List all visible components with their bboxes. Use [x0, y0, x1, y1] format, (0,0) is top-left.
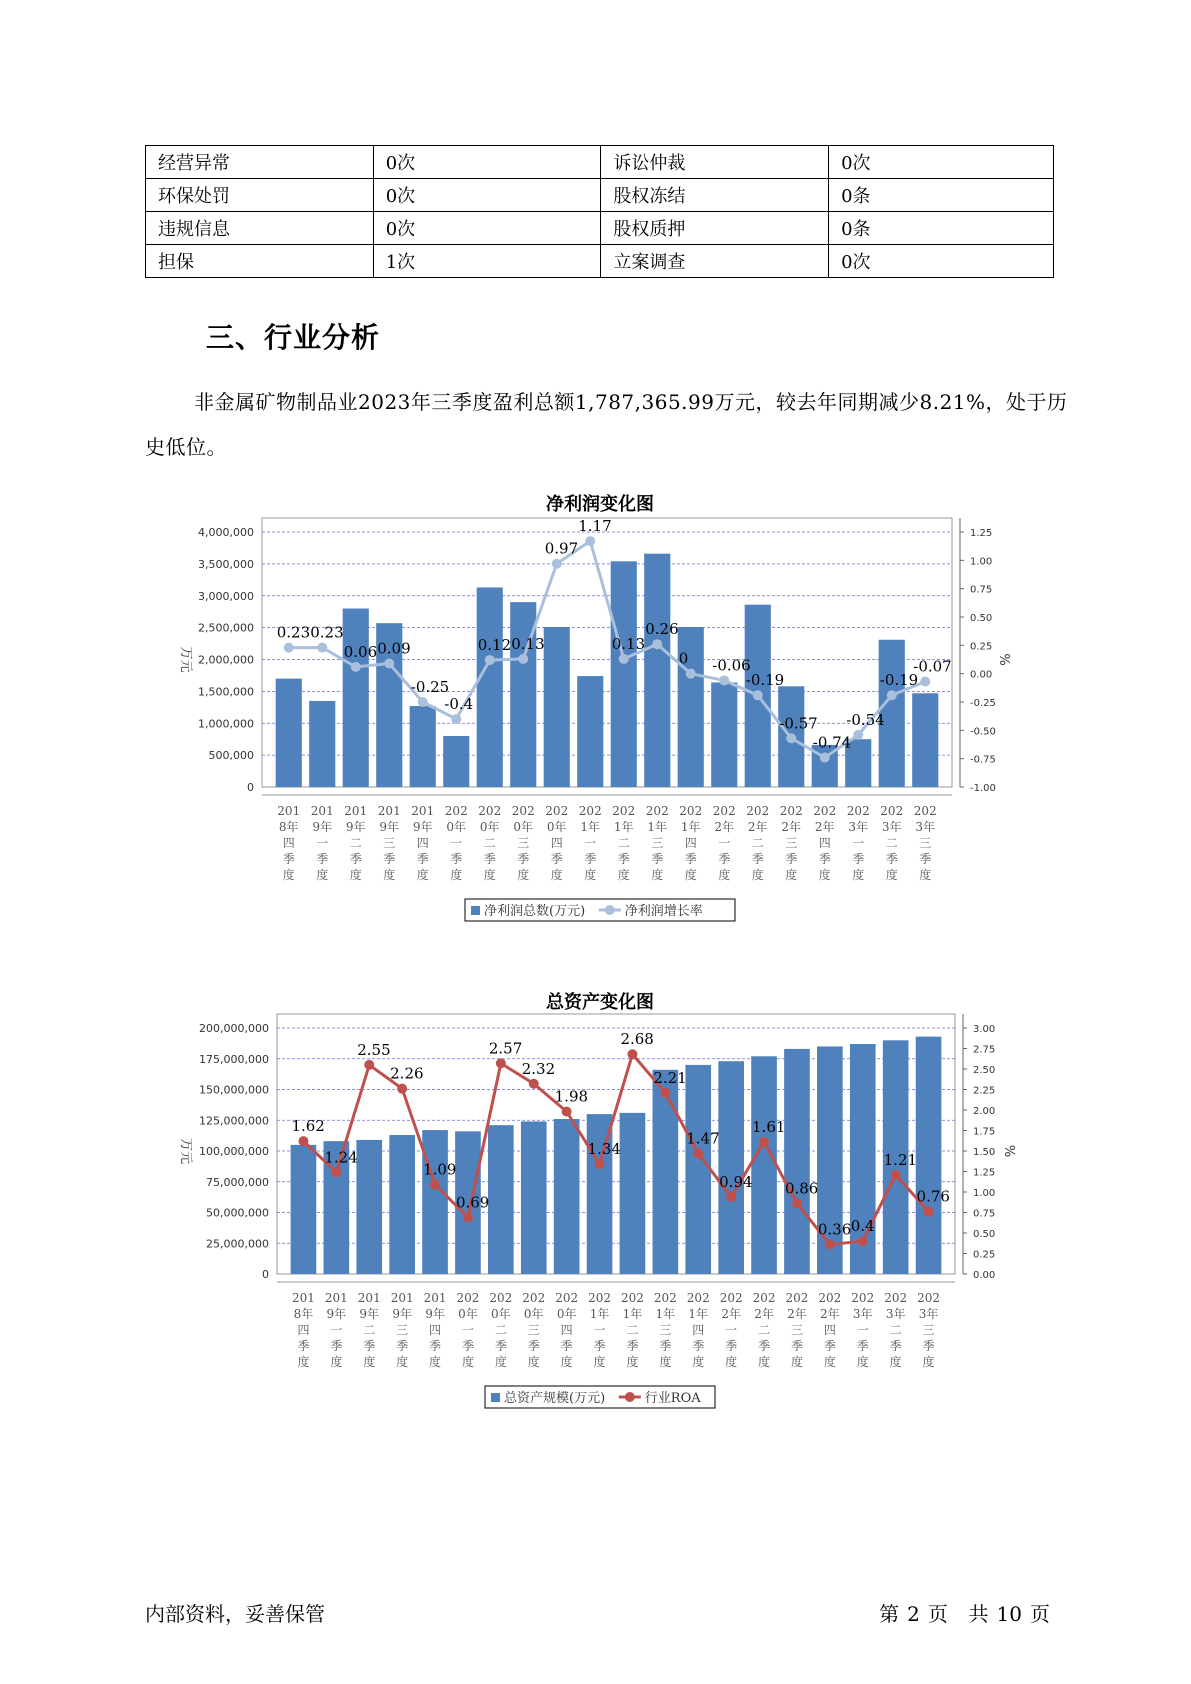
- net-profit-chart: [150, 490, 1050, 940]
- left-axis-label: 万元: [178, 1137, 193, 1165]
- line-point: [529, 1079, 539, 1089]
- x-tick-label: 202 3年一季度: [846, 804, 870, 882]
- risk-label-cell: 经营异常: [146, 146, 374, 179]
- point-label: 0.06: [343, 642, 378, 661]
- line-point: [595, 1159, 605, 1169]
- x-tick-label: 202 1年三季度: [645, 804, 669, 882]
- line-point: [792, 1198, 802, 1208]
- x-tick-label: 202 1年四季度: [686, 1291, 710, 1369]
- x-tick-label: 202 2年三季度: [779, 804, 803, 882]
- risk-label-cell: 立案调查: [601, 245, 829, 278]
- bar: [521, 1121, 547, 1274]
- table-row: [146, 245, 1054, 278]
- line-point: [397, 1084, 407, 1094]
- line-point: [485, 655, 495, 665]
- left-tick-label: 0: [247, 781, 254, 794]
- chart-title: 总资产变化图: [546, 992, 654, 1013]
- x-tick-label: 202 2年四季度: [813, 804, 837, 882]
- risk-value-cell: 0次: [373, 146, 601, 179]
- point-label: 0.23: [276, 623, 311, 642]
- bar: [784, 1049, 810, 1274]
- chart-svg: [150, 490, 1050, 940]
- point-label: 0: [678, 649, 689, 668]
- line-point: [585, 536, 595, 546]
- line-point: [562, 1107, 572, 1117]
- bar: [443, 736, 469, 787]
- point-label: -0.25: [410, 678, 450, 696]
- right-tick-label: 2.25: [973, 1085, 996, 1097]
- line-point: [351, 662, 361, 672]
- right-tick-label: 0.75: [970, 584, 993, 596]
- x-tick-label: 202 2年二季度: [752, 1291, 776, 1369]
- point-label: -0.4: [444, 695, 474, 713]
- point-label: -0.19: [879, 671, 919, 690]
- x-tick-label: 202 2年一季度: [712, 804, 736, 882]
- point-label: 2.21: [653, 1068, 687, 1087]
- right-tick-label: 2.75: [973, 1044, 996, 1056]
- line-point: [924, 1207, 934, 1217]
- right-tick-label: -0.75: [970, 754, 996, 766]
- point-label: 0.94: [719, 1172, 753, 1191]
- bar: [356, 1140, 382, 1274]
- risk-value-cell: 0条: [829, 179, 1054, 212]
- line-point: [891, 1170, 901, 1180]
- bar: [620, 1113, 646, 1274]
- point-label: 0.23: [310, 623, 344, 642]
- point-label: 0.12: [477, 636, 512, 655]
- risk-value-cell: 0次: [373, 179, 601, 212]
- right-axis-label: %: [996, 653, 1011, 666]
- left-tick-label: 50,000,000: [206, 1206, 269, 1220]
- bar: [685, 1065, 711, 1274]
- risk-value-cell: 0次: [829, 146, 1054, 179]
- line-point: [619, 654, 629, 664]
- bar: [544, 627, 570, 787]
- x-tick-label: 201 8年四季度: [291, 1291, 315, 1369]
- line-point: [726, 1192, 736, 1202]
- line-point: [858, 1236, 868, 1246]
- left-tick-label: 175,000,000: [199, 1052, 269, 1066]
- x-tick-label: 201 9年一季度: [310, 804, 334, 882]
- line-point: [786, 733, 796, 743]
- legend-bar-swatch: [491, 1393, 500, 1402]
- bar: [718, 1061, 744, 1274]
- line-point: [693, 1148, 703, 1158]
- bar: [577, 676, 603, 787]
- risk-label-cell: 诉讼仲裁: [601, 146, 829, 179]
- left-tick-label: 2,000,000: [198, 653, 254, 667]
- bar: [309, 701, 335, 787]
- line-point: [451, 714, 461, 724]
- table-row: [146, 146, 1054, 179]
- left-tick-label: 500,000: [208, 749, 254, 763]
- right-tick-label: 2.00: [973, 1106, 996, 1117]
- x-tick-label: 202 2年二季度: [746, 804, 770, 882]
- legend-line-marker: [625, 1392, 635, 1402]
- bar: [653, 1070, 679, 1274]
- line-point: [853, 730, 863, 740]
- point-label: -0.19: [745, 671, 785, 690]
- bar: [644, 554, 670, 787]
- x-tick-label: 202 0年四季度: [545, 804, 569, 882]
- left-tick-label: 1,500,000: [198, 685, 254, 699]
- left-tick-label: 200,000,000: [199, 1022, 269, 1035]
- risk-value-cell: 1次: [373, 245, 601, 278]
- line-point: [552, 559, 562, 569]
- table-row: [146, 212, 1054, 245]
- x-tick-label: 202 1年二季度: [612, 804, 636, 882]
- line-point: [887, 690, 897, 700]
- line-point: [496, 1058, 506, 1068]
- right-tick-label: -0.50: [970, 726, 996, 738]
- legend-bar-label: 总资产规模(万元): [504, 1391, 606, 1406]
- line-point: [719, 675, 729, 685]
- right-tick-label: 0.25: [973, 1249, 996, 1261]
- x-tick-label: 202 3年三季度: [913, 804, 937, 882]
- x-tick-label: 202 2年一季度: [719, 1291, 743, 1369]
- point-label: -0.57: [779, 714, 818, 733]
- line-point: [430, 1180, 440, 1190]
- line-point: [652, 639, 662, 649]
- x-tick-label: 202 1年四季度: [679, 804, 703, 882]
- left-tick-label: 3,000,000: [198, 589, 254, 603]
- risk-label-cell: 股权冻结: [601, 179, 829, 212]
- point-label: 1.24: [324, 1148, 358, 1167]
- right-tick-label: -0.25: [970, 698, 996, 709]
- line-point: [418, 697, 428, 707]
- point-label: 1.61: [752, 1117, 786, 1136]
- right-tick-label: 0.50: [973, 1229, 996, 1240]
- x-tick-label: 202 0年三季度: [511, 804, 535, 882]
- bar: [477, 587, 503, 787]
- legend-line-label: 净利润增长率: [624, 904, 703, 919]
- table-row: [146, 179, 1054, 212]
- point-label: 0.76: [916, 1187, 950, 1206]
- x-tick-label: 202 0年一季度: [456, 1291, 480, 1369]
- right-tick-label: 0.00: [970, 669, 993, 681]
- point-label: 2.68: [620, 1030, 654, 1049]
- risk-value-cell: 0次: [373, 212, 601, 245]
- x-tick-label: 202 3年二季度: [884, 1291, 908, 1369]
- line-point: [686, 669, 696, 679]
- point-label: 0.86: [784, 1179, 819, 1198]
- point-label: 2.55: [357, 1040, 391, 1059]
- page-number: 第 2 页 共 10 页: [879, 1602, 1050, 1626]
- right-tick-label: 1.00: [970, 556, 993, 568]
- right-tick-label: 2.50: [973, 1065, 996, 1076]
- point-label: -0.07: [913, 657, 952, 676]
- right-tick-label: 0.50: [970, 613, 993, 624]
- point-label: 2.26: [390, 1064, 424, 1083]
- line-point: [627, 1049, 637, 1059]
- right-tick-label: 1.25: [970, 528, 993, 539]
- left-tick-label: 25,000,000: [206, 1237, 269, 1251]
- right-tick-label: 0.75: [973, 1208, 996, 1220]
- x-tick-label: 202 2年四季度: [818, 1291, 842, 1369]
- point-label: 2.32: [521, 1059, 556, 1078]
- bar: [343, 609, 369, 788]
- chart-svg: [150, 988, 1050, 1438]
- point-label: 1.17: [578, 517, 612, 536]
- line-point: [759, 1137, 769, 1147]
- x-tick-label: 201 9年二季度: [357, 1291, 381, 1369]
- point-label: 1.21: [883, 1150, 918, 1169]
- legend-line-marker: [605, 905, 615, 915]
- point-label: 1.47: [686, 1129, 720, 1148]
- right-tick-label: -1.00: [970, 783, 996, 794]
- x-tick-label: 202 2年三季度: [785, 1291, 809, 1369]
- left-tick-label: 150,000,000: [199, 1083, 269, 1097]
- x-tick-label: 201 8年四季度: [277, 804, 301, 882]
- point-label: 2.57: [488, 1039, 523, 1058]
- total-assets-chart: [150, 988, 1050, 1438]
- x-tick-label: 202 0年二季度: [478, 804, 502, 882]
- left-tick-label: 100,000,000: [199, 1145, 269, 1158]
- left-tick-label: 0: [262, 1268, 269, 1281]
- bar: [276, 679, 302, 787]
- x-tick-label: 202 3年一季度: [851, 1291, 875, 1369]
- line-point: [384, 658, 394, 668]
- bar: [422, 1130, 448, 1274]
- right-tick-label: 1.50: [973, 1147, 996, 1158]
- x-tick-label: 201 9年四季度: [423, 1291, 447, 1369]
- point-label: 0.69: [455, 1193, 490, 1212]
- chart-title: 净利润变化图: [546, 494, 654, 515]
- point-label: -0.06: [712, 656, 751, 675]
- x-tick-label: 202 1年一季度: [578, 804, 602, 882]
- risk-info-table: [145, 145, 1054, 278]
- right-tick-label: 1.25: [973, 1167, 996, 1179]
- line-point: [820, 753, 830, 763]
- x-tick-label: 202 3年三季度: [917, 1291, 941, 1369]
- left-tick-label: 4,000,000: [198, 526, 254, 539]
- bar: [611, 561, 637, 787]
- line-point: [920, 677, 930, 687]
- bar: [711, 682, 737, 787]
- line-point: [463, 1212, 473, 1222]
- right-tick-label: 1.75: [973, 1126, 996, 1138]
- right-tick-label: 0.25: [970, 641, 993, 653]
- x-tick-label: 202 1年三季度: [653, 1291, 677, 1369]
- x-tick-label: 202 0年一季度: [444, 804, 468, 882]
- line-point: [298, 1136, 308, 1146]
- point-label: -0.74: [812, 733, 852, 752]
- line-point: [284, 643, 294, 653]
- legend-line-label: 行业ROA: [644, 1391, 701, 1406]
- x-tick-label: 201 9年二季度: [344, 804, 368, 882]
- line-point: [753, 690, 763, 700]
- bar: [410, 706, 436, 787]
- risk-label-cell: 环保处罚: [146, 179, 374, 212]
- bar: [488, 1125, 514, 1274]
- risk-label-cell: 违规信息: [146, 212, 374, 245]
- x-tick-label: 202 1年二季度: [620, 1291, 644, 1369]
- bar: [554, 1119, 580, 1274]
- x-tick-label: 201 9年四季度: [411, 804, 435, 882]
- bar: [751, 1056, 777, 1274]
- left-tick-label: 125,000,000: [199, 1114, 269, 1128]
- point-label: 0.36: [817, 1220, 852, 1239]
- point-label: 1.62: [291, 1117, 325, 1136]
- line-point: [364, 1060, 374, 1070]
- line-point: [331, 1167, 341, 1177]
- left-tick-label: 1,000,000: [198, 717, 254, 731]
- line-point: [825, 1239, 835, 1249]
- point-label: 1.09: [423, 1160, 457, 1179]
- left-axis-label: 万元: [178, 646, 193, 673]
- risk-label-cell: 担保: [146, 245, 374, 278]
- x-tick-label: 202 0年四季度: [555, 1291, 579, 1369]
- x-tick-label: 201 9年一季度: [324, 1291, 348, 1369]
- x-tick-label: 202 0年二季度: [489, 1291, 513, 1369]
- point-label: 1.98: [554, 1087, 589, 1106]
- point-label: 0.4: [850, 1217, 875, 1236]
- bar: [916, 1037, 942, 1274]
- legend-bar-label: 净利润总数(万元): [484, 904, 586, 919]
- point-label: 1.34: [587, 1140, 621, 1159]
- left-tick-label: 3,500,000: [198, 557, 254, 571]
- point-label: 0.13: [511, 634, 545, 653]
- line-point: [317, 643, 327, 653]
- industry-paragraph: 非金属矿物制品业2023年三季度盈利总额1,787,365.99万元，较去年同期减少8.21%，处于历史低位。: [145, 390, 1068, 459]
- x-tick-label: 201 9年三季度: [377, 804, 401, 882]
- bar: [291, 1145, 317, 1274]
- point-label: -0.54: [846, 710, 885, 729]
- bar: [389, 1135, 415, 1274]
- right-tick-label: 0.00: [973, 1270, 996, 1281]
- x-tick-label: 202 1年一季度: [588, 1291, 612, 1369]
- right-tick-label: 3.00: [973, 1024, 996, 1035]
- x-tick-label: 202 0年三季度: [522, 1291, 546, 1369]
- point-label: 0.26: [645, 620, 679, 639]
- risk-value-cell: 0次: [829, 245, 1054, 278]
- left-tick-label: 75,000,000: [206, 1175, 269, 1189]
- right-tick-label: 1.00: [973, 1188, 996, 1199]
- right-axis-label: %: [1001, 1144, 1016, 1158]
- section-title: 三、行业分析: [206, 321, 381, 354]
- line-point: [518, 654, 528, 664]
- point-label: 0.09: [377, 639, 411, 658]
- risk-label-cell: 股权质押: [601, 212, 829, 245]
- x-tick-label: 201 9年三季度: [390, 1291, 414, 1369]
- line-point: [660, 1088, 670, 1098]
- legend-bar-swatch: [471, 906, 480, 915]
- bar: [912, 693, 938, 787]
- point-label: 0.13: [611, 634, 646, 653]
- footer-note: 内部资料，妥善保管: [145, 1602, 325, 1626]
- left-tick-label: 2,500,000: [198, 621, 254, 635]
- point-label: 0.97: [544, 539, 579, 558]
- x-tick-label: 202 3年二季度: [880, 804, 904, 882]
- risk-value-cell: 0条: [829, 212, 1054, 245]
